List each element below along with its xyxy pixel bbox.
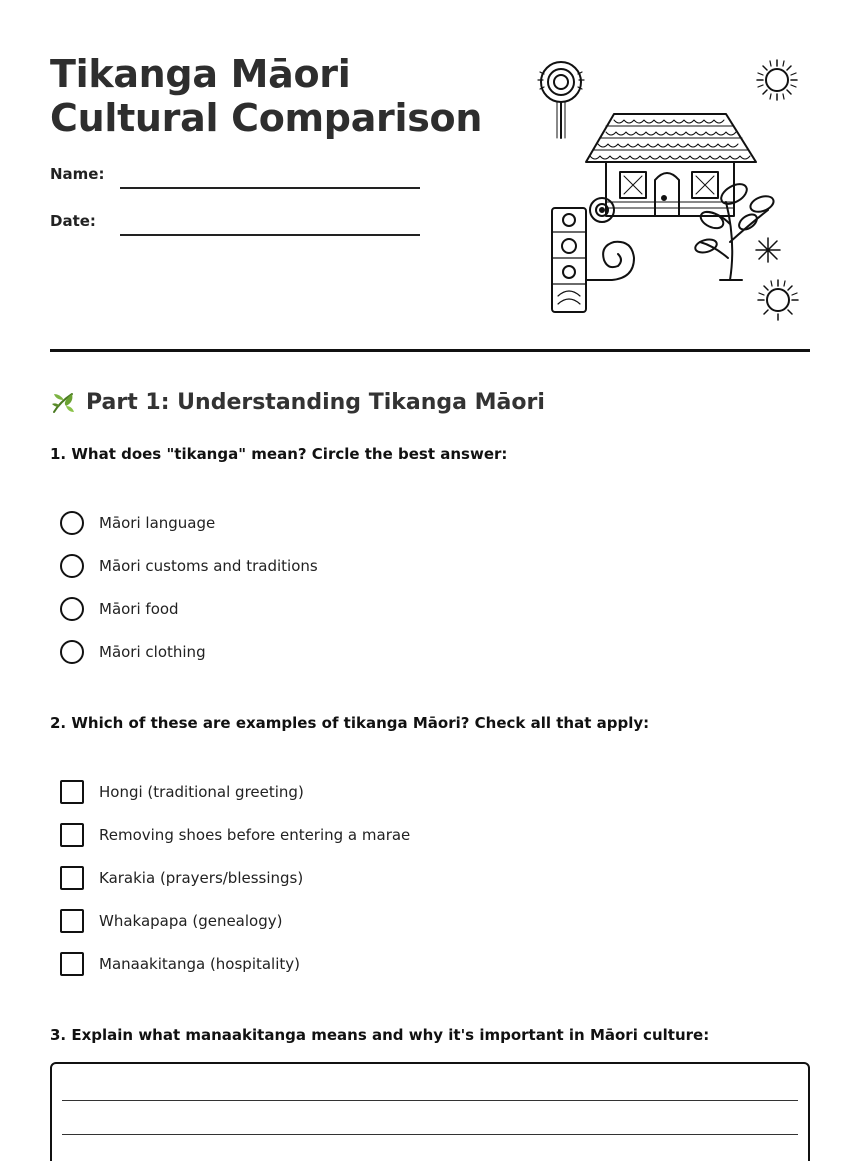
carved-pole-icon <box>552 208 586 312</box>
q1-option[interactable] <box>60 553 318 579</box>
name-field[interactable] <box>120 187 420 189</box>
answer-line <box>62 1134 798 1135</box>
option-label: Removing shoes before entering a marae <box>99 826 411 844</box>
checkbox[interactable] <box>60 866 84 890</box>
part1-heading <box>50 388 545 416</box>
checkbox[interactable] <box>60 952 84 976</box>
wharenui-house-illustration <box>530 52 810 322</box>
question-1: 1. What does "tikanga" mean? Circle the best answer: <box>50 445 508 463</box>
checkbox[interactable] <box>60 780 84 804</box>
option-label: Karakia (prayers/blessings) <box>99 869 304 887</box>
header-divider <box>50 349 810 352</box>
house-body-icon <box>606 162 734 216</box>
q1-option[interactable] <box>60 639 206 665</box>
worksheet-title: Tikanga Māori Cultural Comparison <box>50 52 483 140</box>
q2-option[interactable] <box>60 865 303 891</box>
q1-option[interactable] <box>60 596 179 622</box>
q2-option[interactable] <box>60 822 410 848</box>
sun-icon <box>758 280 798 320</box>
radio-circle[interactable] <box>60 640 84 664</box>
sparkle-icon <box>756 238 780 262</box>
answer-box[interactable] <box>50 1062 810 1161</box>
q2-option[interactable] <box>60 951 300 977</box>
option-label: Māori customs and traditions <box>99 557 318 575</box>
radio-circle[interactable] <box>60 554 84 578</box>
sun-icon <box>757 60 797 100</box>
option-label: Māori food <box>99 600 179 618</box>
option-label: Manaakitanga (hospitality) <box>99 955 300 973</box>
question-2: 2. Which of these are examples of tikanga Māori? Check all that apply: <box>50 714 650 732</box>
date-label: Date: <box>50 212 96 230</box>
q2-option[interactable] <box>60 908 282 934</box>
question-3: 3. Explain what manaakitanga means and why it's important in Māori culture: <box>50 1026 710 1044</box>
radio-circle[interactable] <box>60 597 84 621</box>
house-roof-icon <box>586 114 756 162</box>
option-label: Hongi (traditional greeting) <box>99 783 304 801</box>
q2-option[interactable] <box>60 779 304 805</box>
q1-option[interactable] <box>60 510 215 536</box>
date-field[interactable] <box>120 234 420 236</box>
checkbox[interactable] <box>60 909 84 933</box>
option-label: Māori clothing <box>99 643 206 661</box>
answer-line <box>62 1100 798 1101</box>
leaf-icon <box>50 388 78 416</box>
option-label: Whakapapa (genealogy) <box>99 912 283 930</box>
part1-title: Part 1: Understanding Tikanga Māori <box>86 389 545 415</box>
koru-spiral-icon <box>586 198 634 280</box>
name-label: Name: <box>50 165 105 183</box>
koru-pole-icon <box>538 62 584 138</box>
radio-circle[interactable] <box>60 511 84 535</box>
checkbox[interactable] <box>60 823 84 847</box>
option-label: Māori language <box>99 514 216 532</box>
